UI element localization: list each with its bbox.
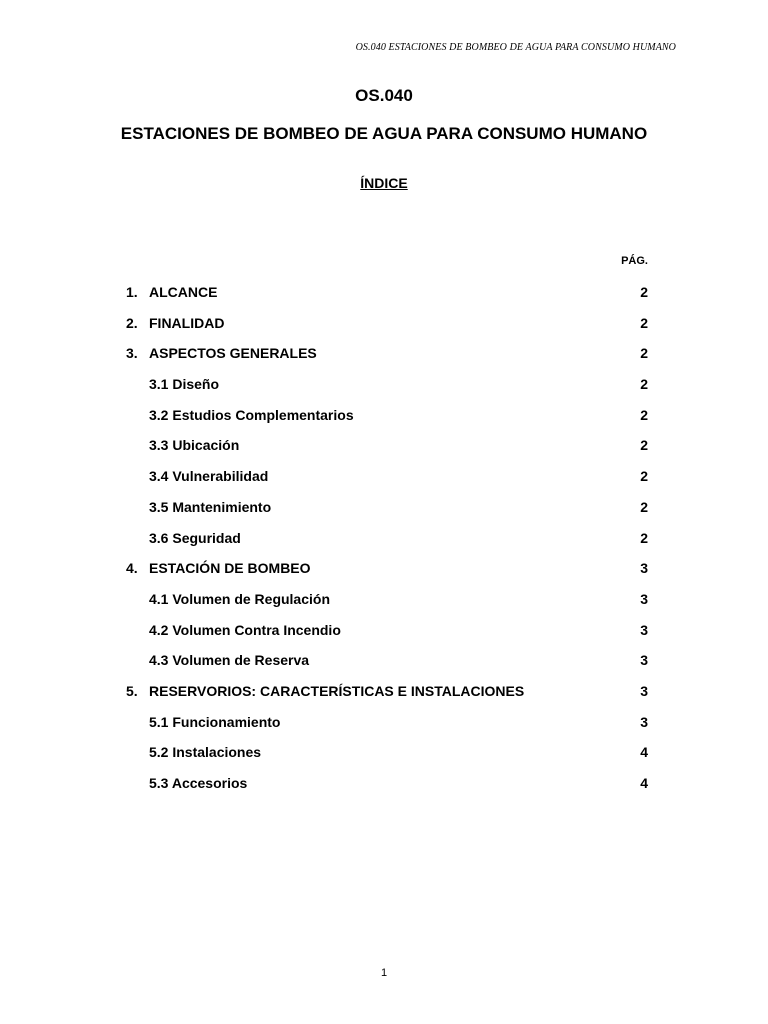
toc-page: 3 — [640, 621, 648, 638]
toc-entry-instalaciones — [0, 741, 768, 772]
toc-entry-mantenimiento — [0, 496, 768, 527]
toc-entry-seguridad — [0, 527, 768, 558]
toc-entry-finalidad — [0, 312, 768, 343]
toc-label: 4.2 Volumen Contra Incendio — [149, 621, 341, 638]
toc-label: 3.2 Estudios Complementarios — [149, 406, 354, 423]
toc-label: ALCANCE — [149, 284, 218, 300]
toc-entry-accesorios — [0, 772, 768, 803]
toc-page: 2 — [640, 529, 648, 546]
toc-page: 3 — [640, 590, 648, 607]
toc-entry-funcionamiento — [0, 711, 768, 742]
toc-entry-reservorios — [0, 680, 768, 711]
toc-label: 3.6 Seguridad — [149, 529, 241, 546]
toc-label: 3.4 Vulnerabilidad — [149, 468, 269, 485]
toc-page: 2 — [640, 437, 648, 454]
toc-page: 2 — [640, 498, 648, 515]
document-title: ESTACIONES DE BOMBEO DE AGUA PARA CONSUMO HUMANO — [120, 124, 648, 143]
page-number: 1 — [380, 967, 388, 979]
toc-page: 4 — [640, 744, 648, 761]
toc-entry-vulnerabilidad — [0, 465, 768, 496]
toc-page: 4 — [640, 775, 648, 791]
toc-label: 4.1 Volumen de Regulación — [149, 590, 331, 607]
running-header: OS.040 ESTACIONES DE BOMBEO DE AGUA PARA CONSUMO HUMANO — [355, 42, 676, 53]
table-of-contents — [0, 281, 768, 803]
index-heading: ÍNDICE — [360, 175, 408, 191]
toc-number: 2. — [126, 314, 138, 331]
toc-label: 5.2 Instalaciones — [149, 744, 262, 761]
toc-number: 5. — [126, 682, 138, 699]
toc-entry-ubicacion — [0, 434, 768, 465]
toc-entry-volumen-de-regulacion — [0, 588, 768, 619]
toc-number: 3. — [126, 345, 138, 362]
toc-label: ASPECTOS GENERALES — [149, 345, 317, 362]
toc-label: ESTACIÓN DE BOMBEO — [149, 560, 311, 577]
toc-page: 3 — [640, 560, 648, 577]
toc-page: 2 — [640, 314, 648, 331]
toc-entry-volumen-de-reserva — [0, 649, 768, 680]
toc-entry-estacion-de-bombeo — [0, 557, 768, 588]
toc-page: 3 — [640, 713, 648, 730]
toc-entry-alcance — [0, 281, 768, 312]
toc-page: 2 — [640, 284, 648, 300]
toc-page: 2 — [640, 468, 648, 485]
toc-label: 3.1 Diseño — [149, 376, 220, 393]
toc-number: 4. — [126, 560, 138, 577]
toc-label: 4.3 Volumen de Reserva — [149, 652, 310, 669]
toc-entry-diseno — [0, 373, 768, 404]
page-column-label: PÁG. — [621, 255, 648, 267]
toc-page: 3 — [640, 652, 648, 669]
toc-label: FINALIDAD — [149, 314, 225, 331]
document-code: OS.040 — [355, 86, 413, 105]
toc-label: 5.1 Funcionamiento — [149, 713, 281, 730]
toc-entry-estudios-complementarios — [0, 404, 768, 435]
toc-page: 2 — [640, 345, 648, 362]
toc-page: 2 — [640, 406, 648, 423]
toc-label: 3.3 Ubicación — [149, 437, 240, 454]
toc-entry-volumen-contra-incendio — [0, 619, 768, 650]
toc-entry-aspectos-generales — [0, 342, 768, 373]
toc-page: 2 — [640, 376, 648, 393]
toc-label: 5.3 Accesorios — [149, 775, 248, 791]
toc-page: 3 — [640, 682, 648, 699]
toc-label: 3.5 Mantenimiento — [149, 498, 272, 515]
toc-number: 1. — [126, 284, 138, 300]
toc-label: RESERVORIOS: CARACTERÍSTICAS E INSTALACIONES — [149, 682, 525, 699]
